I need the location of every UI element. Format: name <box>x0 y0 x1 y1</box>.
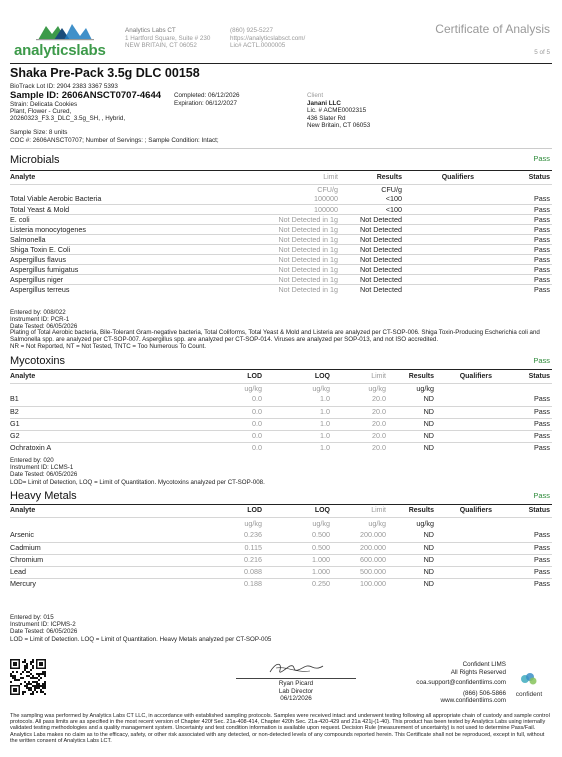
table-row <box>10 578 552 590</box>
heavy-metals-status-badge: Pass <box>533 491 550 500</box>
lab-phone: (860) 925-5227 <box>230 27 274 34</box>
loq-value: 1.0 <box>320 419 330 428</box>
document-title: Certificate of Analysis <box>435 22 550 36</box>
mycotoxins-rows <box>10 394 552 454</box>
table-row <box>10 234 552 244</box>
loq-value: 1.0 <box>320 394 330 403</box>
lod-value: 0.088 <box>244 567 262 576</box>
unit-limit: CFU/g <box>317 185 338 194</box>
confident-web[interactable]: www.confidentlims.com <box>440 697 506 705</box>
lab-address <box>125 27 245 50</box>
table-row <box>10 418 552 430</box>
lab-license: Lic# ACTL.0000005 <box>230 42 286 50</box>
status-value: Pass <box>534 205 550 214</box>
status-value: Pass <box>534 567 550 576</box>
table-row <box>10 566 552 578</box>
product-name: Shaka Pre-Pack 3.5g DLC 00158 <box>10 66 200 80</box>
product-type: Plant, Flower - Cured, <box>10 108 72 115</box>
col-qualifiers: Qualifiers <box>459 507 492 514</box>
heavy-metals-rule <box>10 504 552 505</box>
limit-value: 20.0 <box>372 419 386 428</box>
confident-brand: confident <box>515 691 543 698</box>
section-title-mycotoxins: Mycotoxins <box>10 355 66 367</box>
result-value: Not Detected <box>360 265 402 274</box>
confident-logo-icon <box>520 672 538 686</box>
table-row <box>10 284 552 294</box>
result-value: Not Detected <box>360 255 402 264</box>
analyte-name: Total Viable Aerobic Bacteria <box>10 194 102 203</box>
limit-value: 20.0 <box>372 407 386 416</box>
heavy-metals-instrument: Instrument ID: ICPMS-2 <box>10 621 76 629</box>
mycotoxins-unit-row <box>10 383 552 394</box>
signer-title: Lab Director <box>278 687 314 695</box>
limit-value: 200.000 <box>360 530 386 539</box>
result-value: ND <box>423 431 434 440</box>
lod-value: 0.188 <box>244 579 262 588</box>
limit-value: 600.000 <box>360 555 386 564</box>
lab-address-line2: NEW BRITAIN, CT 06052 <box>125 42 197 50</box>
analyte-name: Ochratoxin A <box>10 443 52 452</box>
col-loq: LOQ <box>314 507 330 514</box>
expiration-date: Expiration: 06/12/2027 <box>174 100 238 107</box>
table-row <box>10 254 552 264</box>
result-value: ND <box>423 407 434 416</box>
table-row <box>10 194 552 204</box>
loq-value: 1.0 <box>320 407 330 416</box>
col-lod: LOD <box>247 507 262 514</box>
status-value: Pass <box>534 579 550 588</box>
header-divider <box>10 63 552 64</box>
result-value: Not Detected <box>360 245 402 254</box>
signature-icon <box>266 658 326 678</box>
limit-value: 20.0 <box>372 443 386 452</box>
loq-value: 0.250 <box>312 579 330 588</box>
col-limit: Limit <box>371 507 386 514</box>
analyte-name: Aspergillus terreus <box>10 285 70 294</box>
status-value: Pass <box>534 245 550 254</box>
table-row <box>10 406 552 418</box>
status-value: Pass <box>534 275 550 284</box>
client-block <box>307 92 370 130</box>
mycotoxins-table <box>10 373 552 454</box>
col-lod: LOD <box>247 373 262 380</box>
microbials-method-note: Plating of Total Aerobic bacteria, Bile-Tolerant Gram-negative bacteria, Total Coliforms, Total Yeast & Mold and Listeria are analyzed per CT-SOP-006. Shiga Toxin-Producing Escherichia coli and Salmonella spp. are analyzed per CT-SOP-007. Aspergillus spp. are analyzed per CT-SOP-014. Viruses are analyzed per SOP-013, and not ISO accredited. <box>10 329 540 344</box>
lab-website[interactable]: https://analyticslabsct.com/ <box>230 34 306 42</box>
table-row <box>10 554 552 566</box>
qr-code[interactable] <box>10 659 46 695</box>
lod-value: 0.0 <box>252 443 262 452</box>
section-title-heavy-metals: Heavy Metals <box>10 490 77 502</box>
status-value: Pass <box>534 530 550 539</box>
limit-value: Not Detected in 1g <box>278 245 338 254</box>
table-row <box>10 530 552 542</box>
limit-value: 100.000 <box>360 579 386 588</box>
mycotoxins-rule <box>10 369 552 370</box>
limit-value: Not Detected in 1g <box>278 285 338 294</box>
limit-value: 100000 <box>314 194 338 203</box>
col-qualifiers: Qualifiers <box>441 174 474 181</box>
microbials-notes <box>10 310 552 351</box>
status-value: Pass <box>534 235 550 244</box>
analyte-name: B1 <box>10 394 19 403</box>
unit-loq: ug/kg <box>312 384 330 393</box>
result-value: ND <box>423 419 434 428</box>
limit-value: Not Detected in 1g <box>278 235 338 244</box>
analyte-name: Cadmium <box>10 543 41 552</box>
mycotoxins-header-row <box>10 373 552 383</box>
result-value: <100 <box>385 194 402 203</box>
result-value: ND <box>423 543 434 552</box>
analyte-name: Salmonella <box>10 235 46 244</box>
col-status: Status <box>528 174 550 181</box>
col-analyte: Analyte <box>10 174 36 181</box>
table-row <box>10 274 552 284</box>
limit-value: Not Detected in 1g <box>278 215 338 224</box>
lod-value: 0.115 <box>244 543 262 552</box>
sample-size: Sample Size: 8 units <box>10 129 68 136</box>
confident-rights: All Rights Reserved <box>450 668 506 676</box>
status-value: Pass <box>534 225 550 234</box>
limit-value: Not Detected in 1g <box>278 255 338 264</box>
microbials-entered-by: Entered by: 008/022 <box>10 309 66 316</box>
page-number: 5 of 5 <box>534 49 550 56</box>
analyte-name: Total Yeast & Mold <box>10 205 70 214</box>
lod-value: 0.236 <box>244 530 262 539</box>
table-row <box>10 214 552 224</box>
coc-info: COC #: 2606ANSCT0707; Number of Servings: ; Sample Condition: Intact; <box>10 137 219 144</box>
mycotoxins-method-note: LOD= Limit of Detection, LOQ = Limit of Quantitation. Mycotoxins analyzed per CT-SOP-008. <box>10 478 265 486</box>
qr-code-icon <box>10 659 46 695</box>
logo-text: analyticslabs <box>14 42 106 59</box>
result-value: ND <box>423 394 434 403</box>
result-value: Not Detected <box>360 275 402 284</box>
signature-block <box>236 658 356 703</box>
microbials-unit-row <box>10 184 552 194</box>
status-value: Pass <box>534 285 550 294</box>
microbials-rule <box>10 170 552 171</box>
result-value: Not Detected <box>360 215 402 224</box>
confident-info <box>356 661 506 705</box>
client-address-line2: New Britain, CT 06053 <box>307 122 371 130</box>
status-value: Pass <box>534 443 550 452</box>
heavy-metals-date-tested: Date Tested: 06/05/2026 <box>10 628 78 636</box>
analyte-name: Lead <box>10 567 26 576</box>
status-value: Pass <box>534 194 550 203</box>
limit-value: 20.0 <box>372 394 386 403</box>
status-value: Pass <box>534 543 550 552</box>
status-value: Pass <box>534 407 550 416</box>
heavy-metals-header-row <box>10 507 552 517</box>
table-row <box>10 394 552 406</box>
analyte-name: Arsenic <box>10 530 34 539</box>
analyte-name: B2 <box>10 407 19 416</box>
col-status: Status <box>528 507 550 514</box>
col-limit: Limit <box>323 174 338 181</box>
loq-value: 1.000 <box>312 567 330 576</box>
microbials-status-badge: Pass <box>533 154 550 163</box>
table-row <box>10 204 552 214</box>
table-row <box>10 264 552 274</box>
logo-mark-icon <box>36 22 96 42</box>
limit-value: 500.000 <box>360 567 386 576</box>
col-analyte: Analyte <box>10 507 36 514</box>
signature-date: 06/12/2026 <box>280 695 312 703</box>
result-value: ND <box>423 443 434 452</box>
biotrack-id: BioTrack Lot ID: 2904 2383 3367 5393 <box>10 83 118 90</box>
result-value: Not Detected <box>360 235 402 244</box>
microbials-date-tested: Date Tested: 06/05/2026 <box>10 322 78 330</box>
batch-number: 20260323_F3.3_DLC_3.5g_SH, , Hybrid, <box>10 115 126 122</box>
table-row <box>10 224 552 234</box>
table-row <box>10 542 552 554</box>
col-analyte: Analyte <box>10 373 36 380</box>
col-loq: LOQ <box>314 373 330 380</box>
col-status: Status <box>528 373 550 380</box>
microbials-header-row <box>10 174 552 184</box>
microbials-abbrev-note: NR = Not Reported, NT = Not Tested, TNTC = Too Numerous To Count. <box>10 342 206 350</box>
limit-value: Not Detected in 1g <box>278 275 338 284</box>
limit-value: Not Detected in 1g <box>278 225 338 234</box>
col-limit: Limit <box>371 373 386 380</box>
analyte-name: Aspergillus flavus <box>10 255 66 264</box>
completed-date: Completed: 06/12/2026 <box>174 92 240 99</box>
lod-value: 0.0 <box>252 407 262 416</box>
result-value: <100 <box>385 205 402 214</box>
heavy-metals-table <box>10 507 552 590</box>
unit-results: CFU/g <box>381 185 402 194</box>
unit-lod: ug/kg <box>244 384 262 393</box>
result-value: ND <box>423 530 434 539</box>
unit-results: ug/kg <box>416 384 434 393</box>
loq-value: 0.500 <box>312 543 330 552</box>
status-value: Pass <box>534 555 550 564</box>
lod-value: 0.216 <box>244 555 262 564</box>
status-value: Pass <box>534 419 550 428</box>
status-value: Pass <box>534 265 550 274</box>
client-address-line1: 436 Slater Rd <box>307 114 346 122</box>
unit-results: ug/kg <box>416 519 434 528</box>
lab-name: Analytics Labs CT <box>125 27 176 34</box>
mycotoxins-date-tested: Date Tested: 06/05/2026 <box>10 471 78 479</box>
col-qualifiers: Qualifiers <box>459 373 492 380</box>
result-value: ND <box>423 567 434 576</box>
analyte-name: Chromium <box>10 555 44 564</box>
confident-lims: Confident LIMS <box>462 661 506 668</box>
limit-value: 20.0 <box>372 431 386 440</box>
client-label: Client <box>307 92 324 99</box>
mycotoxins-entered-by: Entered by: 020 <box>10 457 54 464</box>
lab-contact <box>230 27 350 50</box>
limit-value: 200.000 <box>360 543 386 552</box>
microbials-rows <box>10 194 552 294</box>
heavy-metals-method-note: LOD = Limit of Detection. LOQ = Limit of Quantitation. Heavy Metals analyzed per CT-SOP-005 <box>10 635 272 643</box>
col-results: Results <box>408 507 434 514</box>
status-value: Pass <box>534 255 550 264</box>
limit-value: 100000 <box>314 205 338 214</box>
unit-limit: ug/kg <box>368 384 386 393</box>
status-value: Pass <box>534 394 550 403</box>
lod-value: 0.0 <box>252 394 262 403</box>
analyte-name: Aspergillus niger <box>10 275 64 284</box>
strain: Strain: Delicata Cookies <box>10 101 78 108</box>
unit-loq: ug/kg <box>312 519 330 528</box>
analyte-name: Aspergillus fumigatus <box>10 265 79 274</box>
info-divider <box>10 148 552 149</box>
table-row <box>10 244 552 254</box>
loq-value: 0.500 <box>312 530 330 539</box>
heavy-metals-unit-row <box>10 517 552 530</box>
limit-value: Not Detected in 1g <box>278 265 338 274</box>
lod-value: 0.0 <box>252 431 262 440</box>
unit-limit: ug/kg <box>368 519 386 528</box>
status-value: Pass <box>534 431 550 440</box>
signer-name: Ryan Picard <box>278 680 314 687</box>
confident-phone: (866) 506-5866 <box>462 689 506 697</box>
col-results: Results <box>408 373 434 380</box>
section-title-microbials: Microbials <box>10 154 60 166</box>
client-name: Janani LLC <box>307 99 341 107</box>
lab-address-line1: 1 Hartford Square, Suite # 230 <box>125 34 211 42</box>
mycotoxins-notes <box>10 457 552 486</box>
loq-value: 1.0 <box>320 431 330 440</box>
result-value: ND <box>423 579 434 588</box>
analyte-name: Listeria monocytogenes <box>10 225 86 234</box>
footer-disclaimer: The sampling was performed by Analytics Labs CT LLC, in accordance with established sampling protocols. Samples were received intact and underwent testing following all appropriate chain of custody and sample control protocols. All pass limits are as specified in the most recent version of Chapter 420f Sec. 21a-408-414, Chapter 420h Sec. 21a-420-429 and 21a 421j-(1-40). This product has been tested by Analytics Labs using internally validated testing methodologies and a quality management system. Uncertainty and test condition information is available upon request. Decision Rule (measurement of uncertainty) is not used to determine Pass/Fail. Analytics Labs makes no claim as to the efficacy, safety, or other risk associated with any detected, or non-detected levels of any compounds reported herein. This Certificate shall not be reproduced, except in full, without the written consent of Analytics Labs LCT. <box>10 713 550 744</box>
loq-value: 1.000 <box>312 555 330 564</box>
microbials-instrument: Instrument ID: PCR-1 <box>10 315 70 323</box>
result-value: ND <box>423 555 434 564</box>
analyte-name: G2 <box>10 431 20 440</box>
result-value: Not Detected <box>360 285 402 294</box>
lab-logo <box>14 22 114 62</box>
client-license: Lic. # ACME0002315 <box>307 107 367 115</box>
heavy-metals-rows <box>10 530 552 590</box>
heavy-metals-notes <box>10 614 552 643</box>
analyte-name: Mercury <box>10 579 36 588</box>
unit-lod: ug/kg <box>244 519 262 528</box>
status-value: Pass <box>534 215 550 224</box>
confident-logo <box>510 672 548 698</box>
lod-value: 0.0 <box>252 419 262 428</box>
col-results: Results <box>376 174 402 181</box>
mycotoxins-instrument: Instrument ID: LCMS-1 <box>10 464 74 472</box>
analyte-name: Shiga Toxin E. Coli <box>10 245 71 254</box>
confident-email[interactable]: coa.support@confidentlims.com <box>416 679 506 687</box>
sample-id: Sample ID: 2606ANSCT0707-4644 <box>10 90 162 101</box>
result-value: Not Detected <box>360 225 402 234</box>
mycotoxins-status-badge: Pass <box>533 356 550 365</box>
loq-value: 1.0 <box>320 443 330 452</box>
microbials-table <box>10 174 552 294</box>
heavy-metals-entered-by: Entered by: 015 <box>10 614 54 621</box>
analyte-name: G1 <box>10 419 20 428</box>
table-row <box>10 430 552 442</box>
analyte-name: E. coli <box>10 215 30 224</box>
table-row <box>10 442 552 454</box>
